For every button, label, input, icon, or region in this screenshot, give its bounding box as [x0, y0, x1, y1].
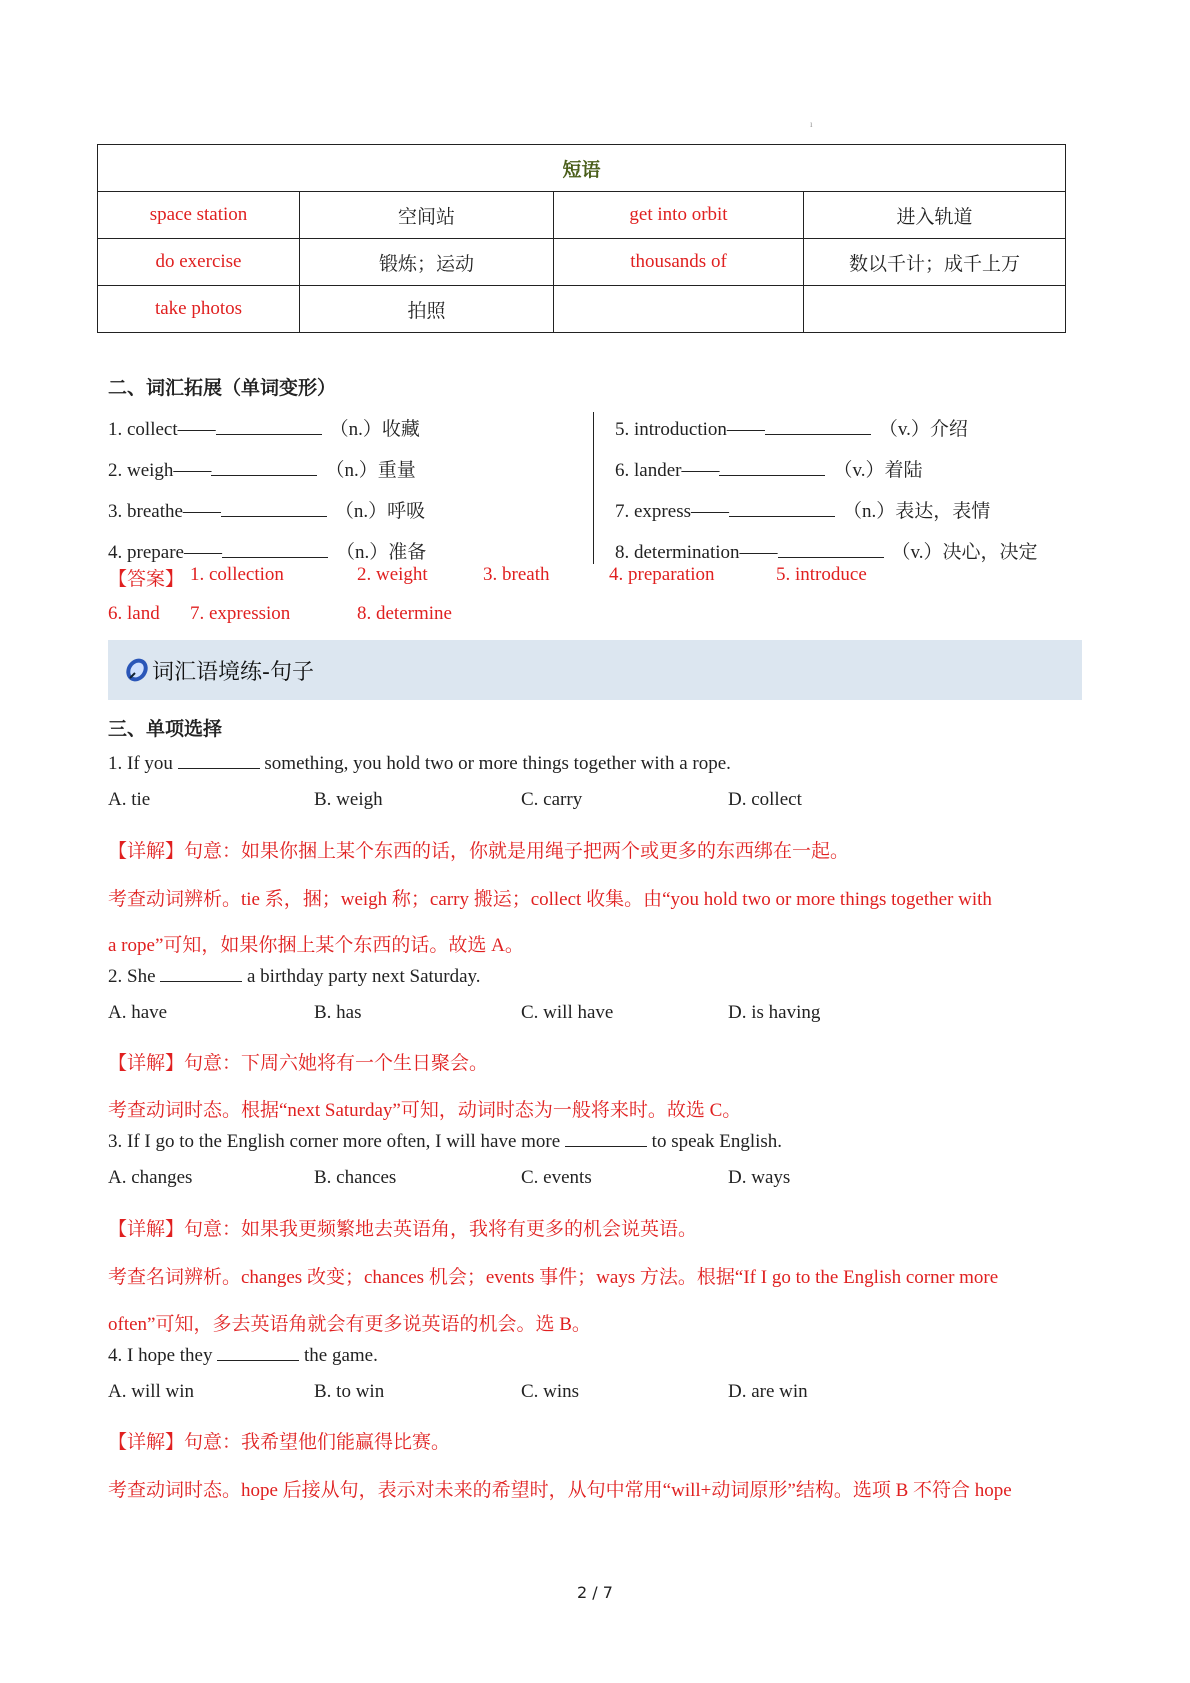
answer-item: 5. introduce: [776, 564, 867, 585]
phrase-table: [97, 144, 1066, 333]
option: B. chances: [314, 1167, 397, 1188]
option: C. carry: [521, 789, 583, 810]
phrase-en: [554, 286, 804, 333]
analysis: often”可知，多去英语角就会有更多说英语的机会。选 B。: [108, 1314, 591, 1335]
table-row: [98, 192, 1066, 239]
answer-label: 【答案】: [108, 569, 185, 590]
phrase-en: take photos: [98, 286, 300, 333]
phrase-cn: 数以千计；成千上万: [804, 239, 1066, 286]
phrase-en: get into orbit: [554, 192, 804, 239]
option: C. events: [521, 1167, 592, 1188]
phrase-cn: 空间站: [300, 192, 554, 239]
phrase-cn: [804, 286, 1066, 333]
column-divider: [593, 412, 594, 564]
option: C. wins: [521, 1381, 580, 1402]
answer-item: 6. land: [108, 603, 160, 624]
option: D. are win: [728, 1381, 808, 1402]
vocab-item: 7. express—— （n.）表达，表情: [615, 501, 991, 522]
option: B. weigh: [314, 789, 383, 810]
option: C. will have: [521, 1002, 614, 1023]
phrase-table-header-row: [98, 145, 1066, 192]
question-stem: 1. If you something, you hold two or more things together with a rope.: [108, 753, 731, 774]
option: B. to win: [314, 1381, 385, 1402]
vocab-item: 1. collect—— （n.）收藏: [108, 419, 420, 440]
page-tick-mark: ı: [810, 119, 813, 129]
option: A. tie: [108, 789, 151, 810]
vocab-item: 2. weigh—— （n.）重量: [108, 460, 416, 481]
option: D. collect: [728, 789, 802, 810]
explanation: 【详解】句意：如果我更频繁地去英语角，我将有更多的机会说英语。: [108, 1219, 698, 1240]
option: D. is having: [728, 1002, 821, 1023]
vocab-item: 4. prepare—— （n.）准备: [108, 542, 427, 563]
explanation: 【详解】句意：如果你捆上某个东西的话，你就是用绳子把两个或更多的东西绑在一起。: [108, 841, 850, 862]
phrase-cn: 拍照: [300, 286, 554, 333]
section-title: 二、词汇拓展（单词变形）: [108, 377, 337, 399]
option: A. will win: [108, 1381, 195, 1402]
banner-title: 词汇语境练-句子: [152, 660, 314, 685]
answer-item: 4. preparation: [609, 564, 715, 585]
question-stem: 3. If I go to the English corner more often, I will have more to speak English.: [108, 1131, 783, 1152]
answer-item: 8. determine: [357, 603, 452, 624]
phrase-cn: 进入轨道: [804, 192, 1066, 239]
answer-item: 3. breath: [483, 564, 550, 585]
answer-item: 1. collection: [190, 564, 284, 585]
analysis: 考查动词辨析。tie 系，捆；weigh 称；carry 搬运；collect 收集。由“you hold two or more things together with: [108, 889, 992, 910]
section-title: 三、单项选择: [108, 718, 223, 740]
option: A. changes: [108, 1167, 193, 1188]
phrase-en: thousands of: [554, 239, 804, 286]
page-number: 2 / 7: [577, 1583, 613, 1602]
analysis: 考查动词时态。根据“next Saturday”可知，动词时态为一般将来时。故选 C。: [108, 1100, 742, 1121]
question-stem: 2. She a birthday party next Saturday.: [108, 966, 481, 987]
analysis: a rope”可知，如果你捆上某个东西的话。故选 A。: [108, 935, 524, 956]
phrase-table-header: 短语: [98, 145, 1066, 192]
option: B. has: [314, 1002, 362, 1023]
question-stem: 4. I hope they the game.: [108, 1345, 378, 1366]
analysis: 考查动词时态。hope 后接从句，表示对未来的希望时，从句中常用“will+动词原形”结构。选项 B 不符合 hope: [108, 1480, 1012, 1501]
analysis: 考查名词辨析。changes 改变；chances 机会；events 事件；ways 方法。根据“If I go to the English corner more: [108, 1267, 999, 1288]
answer-item: 2. weight: [357, 564, 428, 585]
vocab-item: 8. determination—— （v.）决心，决定: [615, 542, 1038, 563]
explanation: 【详解】句意：下周六她将有一个生日聚会。: [108, 1053, 489, 1074]
table-row: [98, 286, 1066, 333]
phrase-en: space station: [98, 192, 300, 239]
explanation: 【详解】句意：我希望他们能赢得比赛。: [108, 1432, 451, 1453]
table-row: [98, 239, 1066, 286]
vocab-item: 3. breathe—— （n.）呼吸: [108, 501, 426, 522]
vocab-item: 6. lander—— （v.）着陆: [615, 460, 923, 481]
phrase-cn: 锻炼；运动: [300, 239, 554, 286]
phrase-en: do exercise: [98, 239, 300, 286]
option: A. have: [108, 1002, 168, 1023]
vocab-item: 5. introduction—— （v.）介绍: [615, 419, 968, 440]
answer-item: 7. expression: [190, 603, 291, 624]
pen-icon: [124, 657, 150, 683]
option: D. ways: [728, 1167, 791, 1188]
